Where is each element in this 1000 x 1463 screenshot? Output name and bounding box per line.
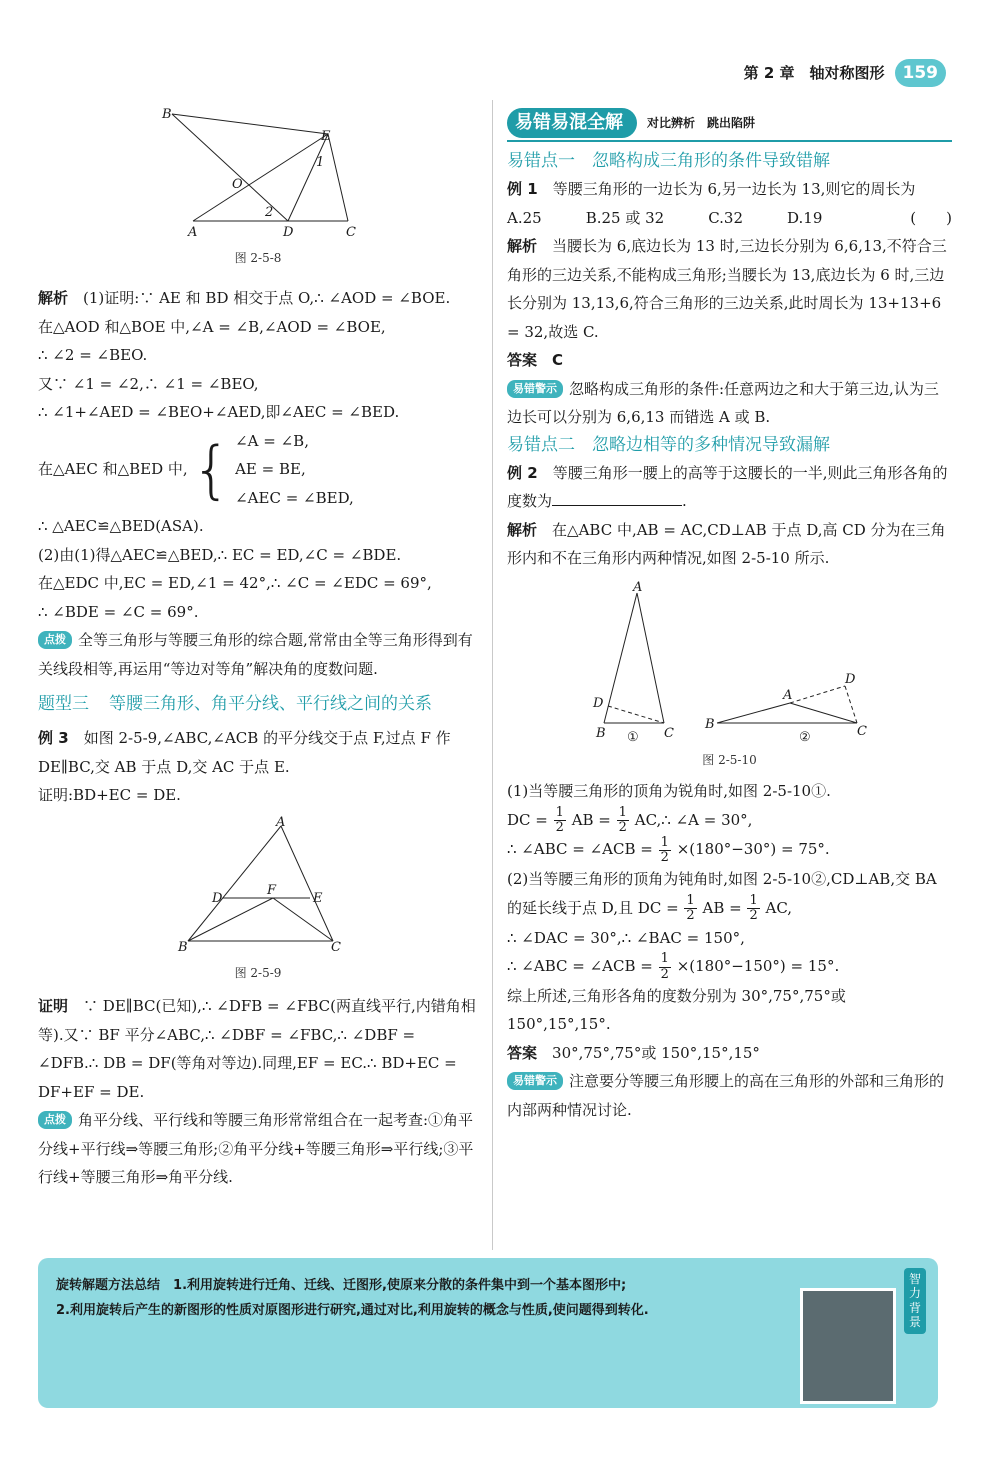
- case2-text: [507, 865, 952, 923]
- fraction-num: 1: [686, 892, 695, 908]
- tip2-tag: 点拨: [38, 1111, 72, 1129]
- fig258-label-2: 2: [265, 205, 274, 220]
- fig259-label-a: A: [276, 815, 286, 830]
- fig2510a-label-c: C: [664, 725, 674, 741]
- figure-2-5-10: [507, 573, 952, 743]
- case1-result: [507, 835, 952, 865]
- fig258-label-e: E: [321, 129, 331, 144]
- fig2510a-label-d: D: [593, 695, 604, 711]
- analysis-line-3: ∴ ∠2 = ∠BEO.: [38, 346, 148, 365]
- system-line-3: ∠AEC = ∠BED,: [235, 488, 354, 507]
- footer-line-1: 1.利用旋转进行迁角、迁线、迁图形,使原来分散的条件集中到一个基本图形中;: [173, 1278, 627, 1293]
- ana1-text: 当腰长为 6,底边长为 13 时,三边长分别为 6,6,13,不符合三角形的三边关系,不能构成三角形;当腰长为 13,底边长为 6 时,三边长分别为 13,13,6,符合三角形的三边关系,此时周长为 13+13+6 = 32,故选 C.: [507, 237, 947, 341]
- option-b: B.25 或 32: [585, 208, 665, 227]
- footer-line-2: 2.利用旋转后产生的新图形的性质对原图形进行研究,通过对比,利用旋转的概念与性质,使问题得到转化.: [56, 1302, 649, 1318]
- analysis-line-2: 在△AOD 和△BOE 中,∠A = ∠B,∠AOD = ∠BOE,: [38, 317, 386, 336]
- ex3-text: 如图 2-5-9,∠ABC,∠ACB 的平分线交于点 F,过点 F 作 DE∥BC,交 AB 于点 D,交 AC 于点 E.: [38, 729, 451, 776]
- chapter-title: 第 2 章 轴对称图形: [743, 63, 885, 82]
- case1-equation: [507, 806, 952, 836]
- fraction-num: 1: [555, 804, 564, 820]
- fraction: [554, 806, 566, 836]
- page-number: 159: [895, 59, 947, 87]
- case1-text: (1)当等腰三角形的顶角为锐角时,如图 2-5-10①.: [507, 782, 831, 801]
- fig2510b-label-d: D: [845, 671, 856, 687]
- fig258-label-c: C: [346, 225, 356, 240]
- fig259-label-d: D: [212, 890, 223, 906]
- fraction: [617, 806, 629, 836]
- system-line-2: AE = BE,: [235, 460, 306, 479]
- ana2-text: 在△ABC 中,AB = AC,CD⊥AB 于点 D,高 CD 分为在三角形内和不在三角形内两种情况,如图 2-5-10 所示.: [507, 520, 946, 568]
- warn1-text: 忽略构成三角形的条件:任意两边之和大于第三边,认为三边长可以分别为 6,6,13 而错选 A 或 B.: [507, 379, 939, 427]
- warn2-tag: 易错警示: [507, 1072, 563, 1090]
- case1-res-b: ×(180°−30°) = 75°.: [676, 840, 830, 859]
- option-a: A.25: [507, 208, 542, 227]
- analysis2-line-1: ∴ △AEC≌△BED(ASA).: [38, 517, 204, 536]
- fraction-num: 1: [618, 804, 627, 820]
- analysis-line-1: (1)证明:∵ AE 和 BD 相交于点 O,∴ ∠AOD = ∠BOE.: [83, 289, 451, 308]
- option-c: C.32: [708, 208, 744, 227]
- fraction-num: 1: [660, 834, 669, 850]
- fig259-label-b: B: [178, 939, 188, 955]
- footer-box: [38, 1258, 938, 1408]
- fig2510b-label-c: C: [857, 723, 867, 739]
- ans2-label: 答案: [507, 1043, 538, 1062]
- footer-photo: [800, 1288, 896, 1404]
- warn1-tag: 易错警示: [507, 380, 563, 398]
- fraction: [747, 894, 759, 924]
- analysis-label: 解析: [38, 289, 69, 308]
- case1-res-a: ∴ ∠ABC = ∠ACB =: [507, 840, 653, 859]
- fig2510-caption: 图 2-5-10: [702, 753, 757, 768]
- proof-label: 证明: [38, 997, 69, 1016]
- ex3-prove: 证明:BD+EC = DE.: [38, 786, 181, 805]
- page-header: [744, 58, 946, 88]
- warn2-text: 注意要分等腰三角形腰上的高在三角形的外部和三角形的内部两种情况讨论.: [507, 1072, 945, 1119]
- case1-eq-c: AC,∴ ∠A = 30°,: [634, 810, 753, 829]
- fraction-den: 2: [660, 966, 669, 982]
- section-banner: [507, 108, 952, 142]
- tip1-text: 全等三角形与等腰三角形的综合题,常常由全等三角形得到有关线段相等,再运用“等边对等角”解决角的度数问题.: [38, 631, 473, 678]
- ex3-label: 例 3: [38, 729, 69, 748]
- fig2510b-label-a: A: [783, 687, 793, 703]
- proof-text: ∵ DE∥BC(已知),∴ ∠DFB = ∠FBC(两直线平行,内错角相等).又∵ BF 平分∠ABC,∴ ∠DBF = ∠FBC,∴ ∠DBF = ∠DFB.∴ DB = DF(等角对等边).同理,EF = EC.∴ BD+EC = DF+EF = DE.: [38, 997, 476, 1101]
- equation-system: [38, 427, 478, 513]
- ex2-blank: [552, 505, 682, 506]
- fraction-num: 1: [660, 951, 669, 967]
- footer-title: 旋转解题方法总结: [56, 1278, 161, 1293]
- ans2-value: 30°,75°,75°或 150°,15°,15°: [552, 1043, 760, 1062]
- point2-heading: 易错点二 忽略边相等的多种情况导致漏解: [507, 434, 830, 455]
- fig258-label-1: 1: [316, 155, 325, 170]
- banner-title: 易错易混全解: [507, 108, 637, 138]
- brace: {: [191, 432, 232, 506]
- ana2-label: 解析: [507, 520, 538, 539]
- ex2-label: 例 2: [507, 463, 538, 482]
- analysis2-line-3: 在△EDC 中,EC = ED,∠1 = 42°,∴ ∠C = ∠EDC = 69°,: [38, 574, 432, 593]
- case1-eq-a: DC =: [507, 810, 548, 829]
- ex1-text: 等腰三角形的一边长为 6,另一边长为 13,则它的周长为: [552, 180, 916, 199]
- column-divider: [492, 100, 493, 1250]
- footer-side-label: 智力背景: [904, 1268, 926, 1334]
- tip2-text: 角平分线、平行线和等腰三角形常常组合在一起考查:①角平分线+平行线⇒等腰三角形;②角平分线+等腰三角形⇒平行线;③平行线+等腰三角形⇒角平分线.: [38, 1111, 474, 1187]
- type3-heading: [38, 691, 478, 718]
- case2-result: [507, 952, 952, 982]
- fig258-label-a: A: [188, 225, 198, 240]
- banner-subtitle: 对比辨析 跳出陷阱: [647, 115, 756, 130]
- right-column: 易错易混全解 对比辨析 跳出陷阱 易错点一 忽略构成三角形的条件导致错解 例 1 等腰三角形的一边长为 6,另一边长为 13,则它的周长为 ( ) A.25 B.25 或 32 C.32 D.19 解析 当腰长为 6,底边长为 13 时,三边长分别为 6,6,13,不符合三角形的三边关系,不能构成三角形;当腰长为 13,底边长为 6 时,三边长分别为 13,13,6,符合三角形的三边关系,此时周长为 13+13+6 = 32,故选 C. 答案 C 易错警示 忽略构成三角形的条件:任意两边之和大于第三边,认为三边长可以分别为 6,6,13 而错选 A 或 B. 易错点二 忽略边相等的多种情况导致漏解 例 2 等腰三角形一腰上的高等于这腰长的一半,则此三角形各角的度数为 . 解析 在△ABC 中,AB = AC,CD⊥AB 于点 D,高 CD 分为在三角形内和不在三角形内两种情况,如图 2-5-10 所示. A D B C A D B C ① ② 图 2-5-10 (1)当等腰三角形的顶角为锐角时,如图 2-5-10①. DC = $\frac{1}{2}$ AB = $\frac{1}{2}$ AC,∴ ∠A = 30°, ∴ ∠ABC = ∠ACB = $\frac{1}{2}$ ×(180°−30°) = 75°. (2)当等腰三角形的顶角为钝角时,如图 2-5-10②,CD⊥AB,交 BA 的延长线于点 D,且 DC = $\frac{1}{2}$ AB = $\frac{1}{2}$ AC, ∴ ∠DAC = 30°,∴ ∠BAC = 150°, ∴ ∠ABC = ∠ACB = $\frac{1}{2}$ ×(180°−150°) = 15°. 综上所述,三角形各角的度数分别为 30°,75°,75°或 150°,15°,15°. 答案 30°,75°,75°或 150°,15°,15° 易错警示 注意要分等腰三角形腰上的高在三角形的外部和三角形的内部两种情况讨论.: [507, 108, 952, 1124]
- case2-a: (2)当等腰三角形的顶角为钝角时,如图 2-5-10②,CD⊥AB,交 BA 的延长线于点 D,且 DC =: [507, 870, 937, 917]
- ans1-value: C: [552, 351, 564, 370]
- option-d: D.19: [787, 208, 823, 227]
- ex1-options: [507, 204, 910, 233]
- fraction: [659, 836, 671, 866]
- left-column: [38, 100, 478, 1192]
- fraction-den: 2: [749, 908, 758, 924]
- fraction-den: 2: [686, 908, 695, 924]
- analysis2-line-4: ∴ ∠BDE = ∠C = 69°.: [38, 602, 199, 621]
- analysis-line-4: 又∵ ∠1 = ∠2,∴ ∠1 = ∠BEO,: [38, 374, 259, 393]
- fraction-den: 2: [660, 849, 669, 865]
- figure-2-5-8: [38, 100, 478, 240]
- tip1-tag: 点拨: [38, 631, 72, 649]
- ex1-paren: ( ): [910, 208, 952, 227]
- case1-eq-b: AB =: [571, 810, 611, 829]
- fig2510-sub-2: ②: [799, 729, 811, 743]
- type3-text: 等腰三角形、角平分线、平行线之间的关系: [109, 694, 432, 715]
- summary-text: 综上所述,三角形各角的度数分别为 30°,75°,75°或 150°,15°,15°.: [507, 986, 846, 1034]
- ana1-label: 解析: [507, 237, 538, 256]
- fig2510-sub-1: ①: [627, 729, 639, 743]
- fraction-num: 1: [749, 892, 758, 908]
- fig259-label-c: C: [331, 939, 341, 955]
- fig258-label-b: B: [162, 107, 172, 122]
- fig258-label-o: O: [232, 177, 243, 192]
- case2-equation: ∴ ∠DAC = 30°,∴ ∠BAC = 150°,: [507, 928, 745, 947]
- fig258-label-d: D: [283, 225, 294, 240]
- figure-2-5-9: [38, 816, 478, 956]
- fig2510b-label-b: B: [705, 716, 715, 732]
- fraction-den: 2: [555, 820, 564, 836]
- case2-res-b: ×(180°−150°) = 15°.: [676, 957, 840, 976]
- fraction: [684, 894, 696, 924]
- type3-title: 题型三: [38, 694, 89, 715]
- fraction-den: 2: [618, 820, 627, 836]
- case2-c: AC,: [765, 898, 793, 917]
- fig2510a-label-a: A: [633, 579, 643, 595]
- analysis2-line-2: (2)由(1)得△AEC≌△BED,∴ EC = ED,∠C = ∠BDE.: [38, 545, 402, 564]
- ex1-label: 例 1: [507, 180, 538, 199]
- system-prefix: 在△AEC 和△BED 中,: [38, 460, 188, 479]
- fig2510a-label-b: B: [596, 725, 606, 741]
- ans1-label: 答案: [507, 351, 538, 370]
- fig259-label-f: F: [267, 882, 277, 898]
- case2-res-a: ∴ ∠ABC = ∠ACB =: [507, 957, 653, 976]
- footer-text: [56, 1274, 826, 1323]
- case2-b: AB =: [702, 898, 742, 917]
- fig259-label-e: E: [313, 890, 323, 906]
- analysis-line-5: ∴ ∠1+∠AED = ∠BEO+∠AED,即∠AEC = ∠BED.: [38, 403, 400, 422]
- fraction: [659, 952, 671, 982]
- point1-heading: 易错点一 忽略构成三角形的条件导致错解: [507, 151, 830, 171]
- ex2-text: 等腰三角形一腰上的高等于这腰长的一半,则此三角形各角的度数为: [507, 463, 948, 511]
- system-line-1: ∠A = ∠B,: [235, 431, 309, 450]
- fig259-caption: 图 2-5-9: [234, 966, 282, 981]
- fig258-caption: 图 2-5-8: [234, 250, 282, 265]
